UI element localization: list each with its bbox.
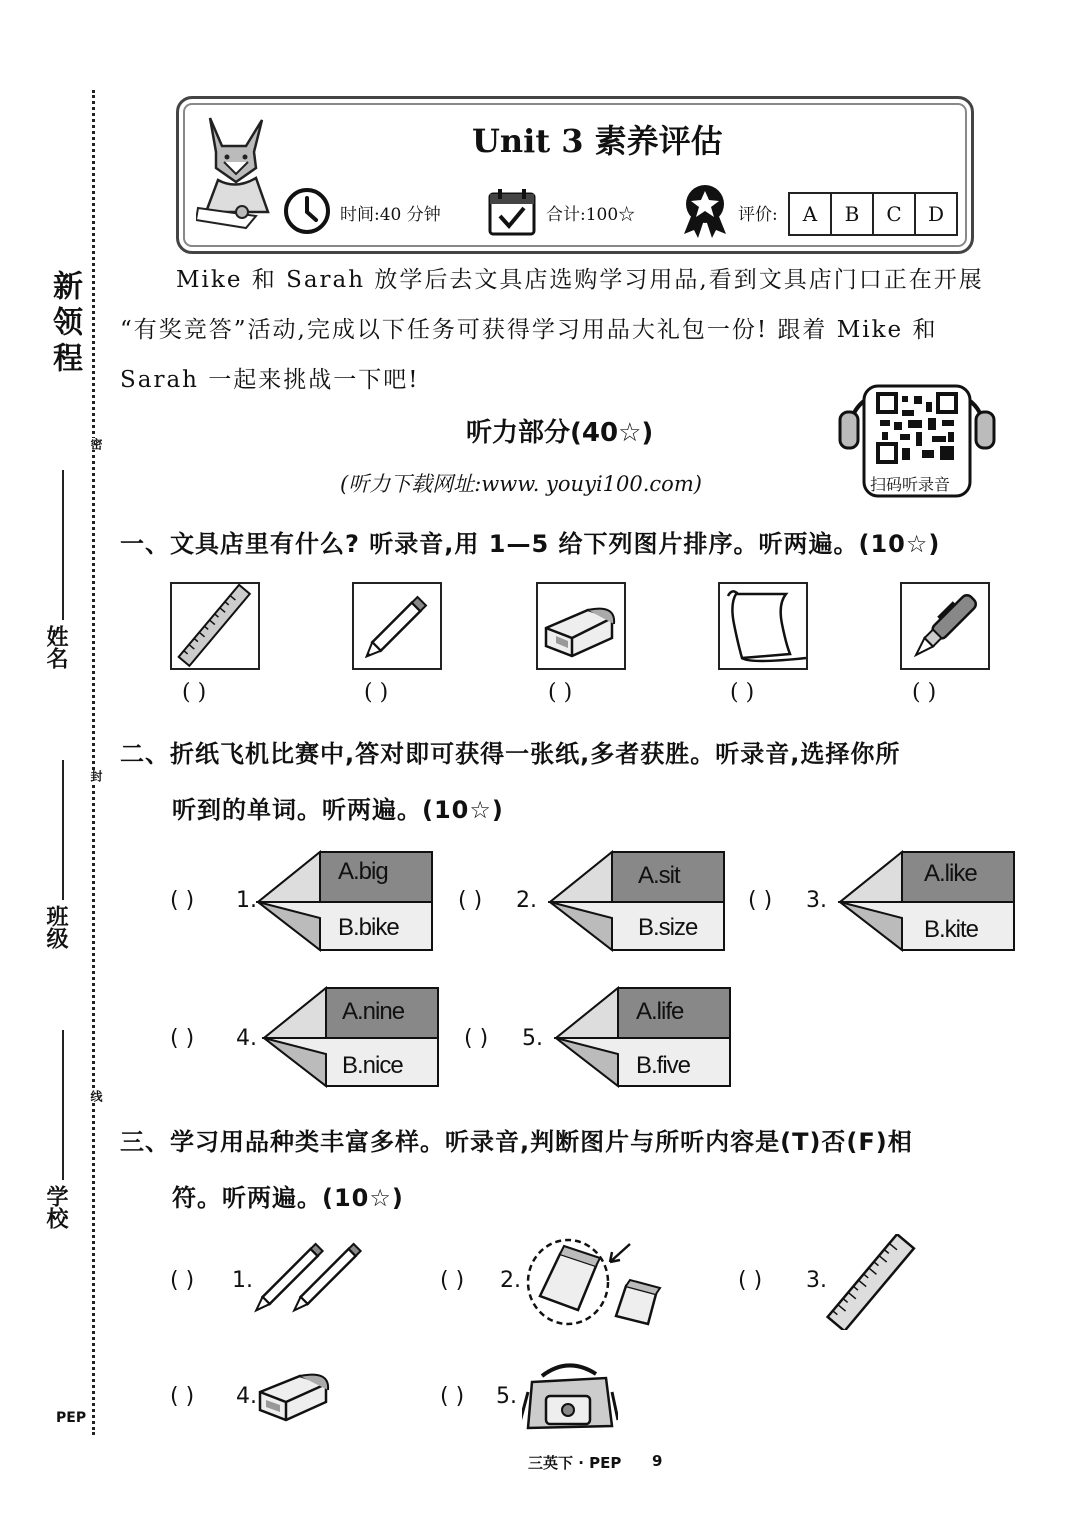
footer-book-label: 三英下 · PEP xyxy=(528,1454,622,1472)
q2-option-1b[interactable]: B.bike xyxy=(338,914,399,941)
school-line xyxy=(62,1030,64,1180)
fountain-pen-icon xyxy=(902,584,988,668)
cut-mark-3: 线 xyxy=(89,1090,103,1102)
name-line xyxy=(62,470,64,620)
q3-title-line-1: 三、学习用品种类丰富多样。听录音,判断图片与所听内容是(T)否(F)相 xyxy=(120,1128,913,1156)
q2-option-4b[interactable]: B.nice xyxy=(342,1052,403,1079)
q2-title-line-1: 二、折纸飞机比赛中,答对即可获得一张纸,多者获胜。听录音,选择你所 xyxy=(120,740,901,768)
clock-icon xyxy=(282,186,332,236)
calendar-check-icon xyxy=(486,186,538,238)
grade-b[interactable]: B xyxy=(830,192,874,236)
page-title: Unit 3 素养评估 xyxy=(472,122,723,160)
q3-num-4: 4. xyxy=(236,1384,257,1409)
q1-picture-pen xyxy=(900,582,990,670)
q2-num-2: 2. xyxy=(516,888,537,913)
paper-plane-2-icon xyxy=(548,850,726,952)
q3-num-1: 1. xyxy=(232,1268,253,1293)
q1-answer-5[interactable]: ( ) xyxy=(912,680,937,705)
pencil-icon xyxy=(354,584,440,668)
paper-scroll-icon xyxy=(720,584,806,668)
q1-picture-pencil xyxy=(352,582,442,670)
q2-num-3: 3. xyxy=(806,888,827,913)
intro-line-3: Sarah 一起来挑战一下吧! xyxy=(120,367,420,393)
q1-answer-2[interactable]: ( ) xyxy=(364,680,389,705)
school-bag-icon xyxy=(522,1356,618,1436)
q1-answer-1[interactable]: ( ) xyxy=(182,680,207,705)
q1-answer-4[interactable]: ( ) xyxy=(730,680,755,705)
q3-title-line-2: 符。听两遍。(10☆) xyxy=(172,1184,404,1212)
grade-c[interactable]: C xyxy=(872,192,916,236)
q2-answer-5[interactable]: ( ) xyxy=(464,1026,489,1051)
total-score-label: 合计:100☆ xyxy=(546,205,636,225)
q2-option-5a[interactable]: A.life xyxy=(636,998,684,1025)
eraser-icon xyxy=(538,584,624,668)
two-pencils-icon xyxy=(248,1240,376,1320)
publisher-logo: 新领程 xyxy=(47,270,82,378)
school-label: 学校 xyxy=(43,1185,68,1229)
q2-option-2a[interactable]: A.sit xyxy=(638,862,680,889)
intro-line-1: Mike 和 Sarah 放学后去文具店选购学习用品,看到文具店门口正在开展 xyxy=(176,267,984,293)
q1-picture-ruler xyxy=(170,582,260,670)
intro-line-2: “有奖竞答”活动,完成以下任务可获得学习用品大礼包一份! 跟着 Mike 和 xyxy=(120,317,938,343)
q2-title-line-2: 听到的单词。听两遍。(10☆) xyxy=(172,796,504,824)
grade-a[interactable]: A xyxy=(788,192,832,236)
cut-mark-2: 封 xyxy=(89,770,103,782)
q2-option-3b[interactable]: B.kite xyxy=(924,916,979,943)
q3-answer-3[interactable]: ( ) xyxy=(738,1268,763,1293)
binding-dotted-line xyxy=(92,90,95,1435)
q2-option-5b[interactable]: B.five xyxy=(636,1052,691,1079)
grade-boxes xyxy=(790,192,958,232)
listening-title: 听力部分(40☆) xyxy=(466,418,654,448)
listening-url: (听力下载网址:www. youyi100.com) xyxy=(340,472,702,496)
q3-num-5: 5. xyxy=(496,1384,517,1409)
q1-picture-eraser xyxy=(536,582,626,670)
q3-answer-1[interactable]: ( ) xyxy=(170,1268,195,1293)
grade-d[interactable]: D xyxy=(914,192,958,236)
award-badge-icon xyxy=(678,182,732,238)
eraser-icon xyxy=(256,1362,334,1426)
q2-answer-4[interactable]: ( ) xyxy=(170,1026,195,1051)
q2-num-4: 4. xyxy=(236,1026,257,1051)
class-label: 班级 xyxy=(43,905,68,949)
q2-num-1: 1. xyxy=(236,888,257,913)
grade-label: 评价: xyxy=(738,205,778,225)
q2-option-1a[interactable]: A.big xyxy=(338,858,388,885)
q2-answer-3[interactable]: ( ) xyxy=(748,888,773,913)
ruler-icon xyxy=(172,584,258,668)
q3-num-2: 2. xyxy=(500,1268,521,1293)
q2-option-4a[interactable]: A.nine xyxy=(342,998,405,1025)
q3-answer-5[interactable]: ( ) xyxy=(440,1384,465,1409)
q3-answer-2[interactable]: ( ) xyxy=(440,1268,465,1293)
class-line xyxy=(62,760,64,900)
q1-picture-paper xyxy=(718,582,808,670)
ruler-icon xyxy=(822,1234,918,1330)
q2-option-3a[interactable]: A.like xyxy=(924,860,977,887)
q1-title: 一、文具店里有什么? 听录音,用 1—5 给下列图片排序。听两遍。(10☆) xyxy=(120,530,941,558)
time-label: 时间:40 分钟 xyxy=(340,205,441,225)
q3-answer-4[interactable]: ( ) xyxy=(170,1384,195,1409)
name-label: 姓名 xyxy=(43,625,68,669)
q1-answer-3[interactable]: ( ) xyxy=(548,680,573,705)
page-number: 9 xyxy=(652,1452,663,1470)
q2-answer-1[interactable]: ( ) xyxy=(170,888,195,913)
fox-mascot-icon xyxy=(196,112,278,230)
pep-mark: PEP xyxy=(56,1410,87,1426)
q2-option-2b[interactable]: B.size xyxy=(638,914,698,941)
qr-caption: 扫码听录音 xyxy=(870,475,951,494)
q2-answer-2[interactable]: ( ) xyxy=(458,888,483,913)
q3-num-3: 3. xyxy=(806,1268,827,1293)
q2-num-5: 5. xyxy=(522,1026,543,1051)
cut-mark-1: 密 xyxy=(89,438,103,450)
highlighted-eraser-icon xyxy=(526,1236,668,1328)
